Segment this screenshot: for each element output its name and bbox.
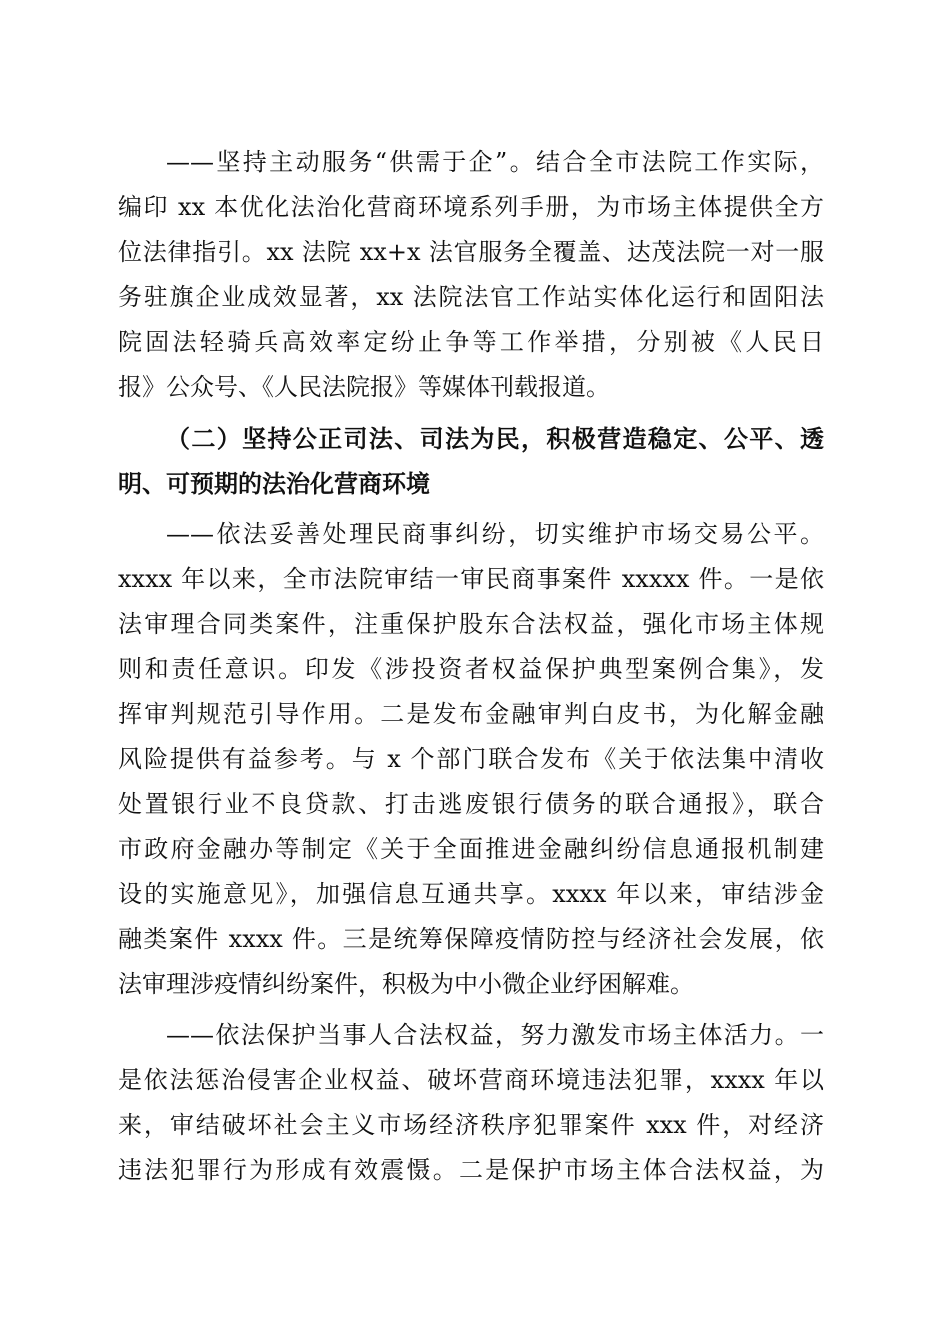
text-line: ——依法妥善处理民商事纠纷，切实维护市场交易公平。 [166, 520, 824, 548]
text-line: 来，审结破坏社会主义市场经济秩序犯罪案件 xxx 件，对经济 [118, 1111, 824, 1139]
document-body [118, 140, 824, 1193]
text-line: 风险提供有益参考。与 x 个部门联合发布《关于依法集中清收 [118, 745, 824, 773]
text-line: 务驻旗企业成效显著，xx 法院法官工作站实体化运行和固阳法 [118, 283, 824, 311]
text-line: 设的实施意见》，加强信息互通共享。xxxx 年以来，审结涉金 [118, 880, 824, 908]
text-line: 编印 xx 本优化法治化营商环境系列手册，为市场主体提供全方 [118, 193, 824, 221]
text-line: 位法律指引。xx 法院 xx+x 法官服务全覆盖、达茂法院一对一服 [118, 238, 824, 266]
heading-line: （二）坚持公正司法、司法为民，积极营造稳定、公平、透 [166, 424, 824, 453]
paragraph-protect-rights [118, 1013, 824, 1193]
heading-line: 明、可预期的法治化营商环境 [118, 469, 430, 498]
text-line: xxxx 年以来，全市法院审结一审民商事案件 xxxxx 件。一是依 [118, 565, 824, 593]
text-line: 处置银行业不良贷款、打击逃废银行债务的联合通报》，联合 [118, 790, 824, 818]
paragraph-service-supply [118, 140, 824, 410]
text-line: ——依法保护当事人合法权益，努力激发市场主体活力。一 [166, 1021, 824, 1049]
text-line: 法审理涉疫情纠纷案件，积极为中小微企业纾困解难。 [118, 970, 694, 998]
text-line: 市政府金融办等制定《关于全面推进金融纠纷信息通报机制建 [118, 835, 824, 863]
text-line: 融类案件 xxxx 件。三是统筹保障疫情防控与经济社会发展，依 [118, 925, 824, 953]
text-line: 则和责任意识。印发《涉投资者权益保护典型案例合集》，发 [118, 655, 824, 683]
text-line: 违法犯罪行为形成有效震慑。二是保护市场主体合法权益，为 [118, 1156, 824, 1184]
text-line: ——坚持主动服务“供需于企”。结合全市法院工作实际， [166, 148, 824, 176]
text-line: 法审理合同类案件，注重保护股东合法权益，强化市场主体规 [118, 610, 824, 638]
section-heading [118, 416, 824, 506]
paragraph-civil-commercial-disputes [118, 512, 824, 1007]
text-line: 院固法轻骑兵高效率定纷止争等工作举措，分别被《人民日 [118, 328, 824, 356]
text-line: 是依法惩治侵害企业权益、破坏营商环境违法犯罪，xxxx 年以 [118, 1066, 824, 1094]
text-line: 报》公众号、《人民法院报》等媒体刊载报道。 [118, 373, 610, 401]
text-line: 挥审判规范引导作用。二是发布金融审判白皮书，为化解金融 [118, 700, 824, 728]
